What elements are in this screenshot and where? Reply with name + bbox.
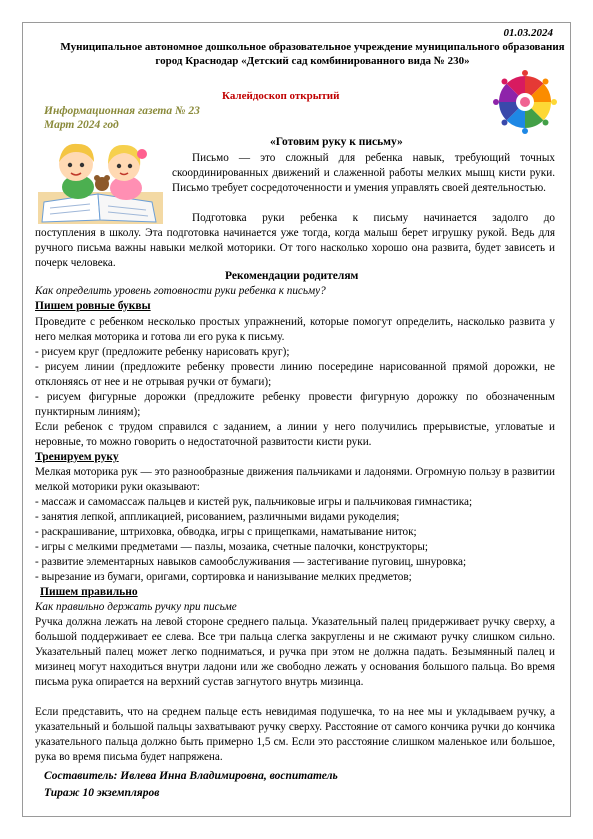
s1-conclusion: Если ребенок с трудом справился с заданием, а линии у него получились прерывистые, угловатые и неровные, то можно говорить о недостаточной развитости кисти руки. <box>35 421 555 448</box>
intro-paragraph-1: Письмо — это сложный для ребенка навык, требующий точных скоординированных движений и слаженной работы мелких мышц кисти руки. Письмо требует сосредоточенности и умения управлять своей деятельностью. <box>172 152 555 194</box>
section-heading-straight-letters: Пишем ровные буквы <box>35 300 151 312</box>
gazette-info <box>44 104 200 132</box>
s1-list-item: - рисуем фигурные дорожки (предложите ребенку провести фигурную дорожку по обозначенным пунктирным линиям); <box>35 391 555 418</box>
s1-paragraph: Проведите с ребенком несколько простых упражнений, которые помогут определить, насколько развита у него мелкая моторика и готова ли его рука к письму. <box>35 316 555 343</box>
s1-list-item: - рисуем линии (предложите ребенку провести линию посередине нарисованной прямой дорожки, не отклоняясь от нее и не отрывая ручки от бумаги); <box>35 361 555 388</box>
circulation-note: Тираж 10 экземпляров <box>44 787 160 799</box>
s2-paragraph: Мелкая моторика рук — это разнообразные движения пальчиками и ладонями. Огромную пользу в развитии мелкой моторики руки оказывают: <box>35 466 555 493</box>
intro-paragraph-2-start: Подготовка руки ребенка к письму начинается задолго до <box>192 212 555 224</box>
institution-name: Муниципальное автономное дошкольное образовательное учреждение муниципального образования город Краснодар «Детский сад комбинированного вида № 230» <box>60 41 565 67</box>
s2-list-item: - развитие элементарных навыков самообслуживания — застегивание пуговиц, шнуровка; <box>35 556 467 568</box>
section-heading-write-correctly: Пишем правильно <box>40 586 138 598</box>
issue-date: 01.03.2024 <box>503 27 553 39</box>
section-heading-train-hand: Тренируем руку <box>35 451 119 463</box>
s2-list-item: - массаж и самомассаж пальцев и кистей рук, пальчиковые игры и пальчиковая гимнастика; <box>35 496 473 508</box>
s2-list-item: - занятия лепкой, аппликацией, рисованием, различными видами рукоделия; <box>35 511 400 523</box>
s2-list-item: - раскрашивание, штриховка, обводка, игры с прищепками, наматывание ниток; <box>35 526 417 538</box>
section-title: Калейдоскоп открытий <box>222 90 340 102</box>
question-line: Как определить уровень готовности руки ребенка к письму? <box>35 285 326 297</box>
author-credit: Составитель: Ивлева Инна Владимировна, воспитатель <box>44 770 338 782</box>
s3-paragraph-2: Если представить, что на среднем пальце есть невидимая подушечка, то на нее мы и укладываем ручку, а указательный и большой пальцы захватывают ручку сверху. Расстояние от самого кончика ручки до кончика указательного пальца должно быть примерно 1,5 см. Если это расстояние слишком маленькое или большое, рука во время письма будет напряжена. <box>35 706 555 763</box>
intro-paragraph-2: поступления в школу. Эта подготовка начинается уже тогда, когда малыш берет игрушку рукой. Ведь для ручного письма важны навыки мелкой моторики. От того насколько хорошо она развита, будет зависеть и почерк человека. <box>35 227 555 269</box>
s3-paragraph-1: Ручка должна лежать на левой стороне среднего пальца. Указательный палец придерживает ручку сверху, а большой поддерживает ее слева. Все три пальца слегка закруглены и не сжимают ручку слишком сильно. Указательный палец может легко подниматься, и ручка при этом не должна падать. Безымянный палец и мизинец могут находиться внутри ладони или же свободно лежать у основания большого пальца. Во время письма рука опирается на верхний сустав загнутого внутрь мизинца. <box>35 616 555 688</box>
gazette-number: Информационная газета № 23 <box>44 105 200 117</box>
s3-subheading: Как правильно держать ручку при письме <box>35 601 237 613</box>
s1-list-item: - рисуем круг (предложите ребенку нарисовать круг); <box>35 346 290 358</box>
kaleidoscope-umbrella-logo <box>492 69 558 135</box>
article-title: «Готовим руку к письму» <box>270 136 403 148</box>
children-reading-illustration <box>38 132 163 224</box>
s2-list-item: - вырезание из бумаги, оригами, сортировка и нанизывание мелких предметов; <box>35 571 412 583</box>
gazette-month: Март 2024 год <box>44 119 119 131</box>
recommendations-heading: Рекомендации родителям <box>225 270 359 282</box>
s2-list-item: - игры с мелкими предметами — пазлы, мозаика, счетные палочки, конструкторы; <box>35 541 428 553</box>
